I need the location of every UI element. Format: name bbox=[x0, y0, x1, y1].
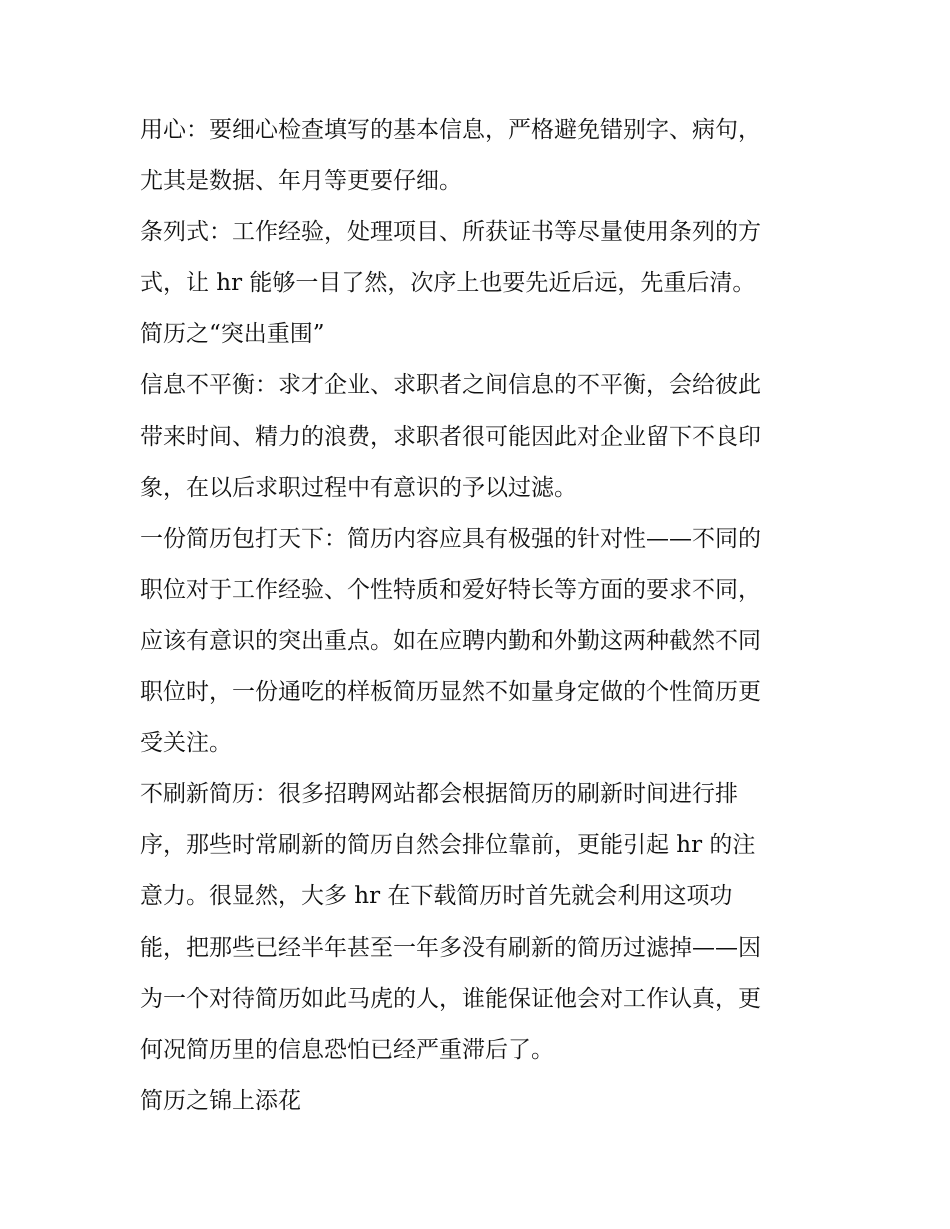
text-line: 何况简历里的信息恐怕已经严重滞后了。 bbox=[140, 1036, 554, 1063]
document-body bbox=[140, 105, 820, 1127]
text-line: 意力。很显然，大多 hr 在下载简历时首先就会利用这项功 bbox=[140, 883, 733, 910]
text-line: 受关注。 bbox=[140, 730, 232, 757]
section-heading: 简历之“突出重围” bbox=[140, 321, 325, 348]
text-line: 不刷新简历：很多招聘网站都会根据简历的刷新时间进行排 bbox=[140, 781, 738, 808]
text-line: 尤其是数据、年月等更要仔细。 bbox=[140, 168, 462, 195]
text-line: 为一个对待简历如此马虎的人，谁能保证他会对工作认真，更 bbox=[140, 985, 761, 1012]
text-line: 职位对于工作经验、个性特质和爱好特长等方面的要求不同， bbox=[140, 576, 761, 603]
text-line: 应该有意识的突出重点。如在应聘内勤和外勤这两种截然不同 bbox=[140, 627, 761, 654]
text-line: 职位时，一份通吃的样板简历显然不如量身定做的个性简历更 bbox=[140, 679, 761, 706]
heading-icing-on-cake bbox=[140, 1076, 820, 1127]
text-line: 式，让 hr 能够一目了然，次序上也要先近后远，先重后清。 bbox=[140, 270, 756, 297]
text-line: 一份简历包打天下：简历内容应具有极强的针对性——不同的 bbox=[140, 525, 761, 552]
para-itemized bbox=[140, 207, 820, 309]
text-line: 能，把那些已经半年甚至一年多没有刷新的简历过滤掉——因 bbox=[140, 934, 761, 961]
para-info-imbalance bbox=[140, 360, 820, 513]
text-line: 序，那些时常刷新的简历自然会排位靠前，更能引起 hr 的注 bbox=[140, 832, 756, 859]
para-no-refresh bbox=[140, 769, 820, 1076]
text-line: 用心：要细心检查填写的基本信息，严格避免错别字、病句， bbox=[140, 117, 761, 143]
text-line: 象，在以后求职过程中有意识的予以过滤。 bbox=[140, 474, 577, 501]
section-heading: 简历之锦上添花 bbox=[140, 1087, 301, 1114]
text-line: 带来时间、精力的浪费，求职者很可能因此对企业留下不良印 bbox=[140, 423, 761, 450]
text-line: 信息不平衡：求才企业、求职者之间信息的不平衡，会给彼此 bbox=[140, 372, 761, 399]
para-one-resume bbox=[140, 514, 820, 769]
para-careful bbox=[140, 105, 820, 207]
text-line: 条列式：工作经验，处理项目、所获证书等尽量使用条列的方 bbox=[140, 219, 761, 246]
heading-stand-out bbox=[140, 309, 820, 360]
